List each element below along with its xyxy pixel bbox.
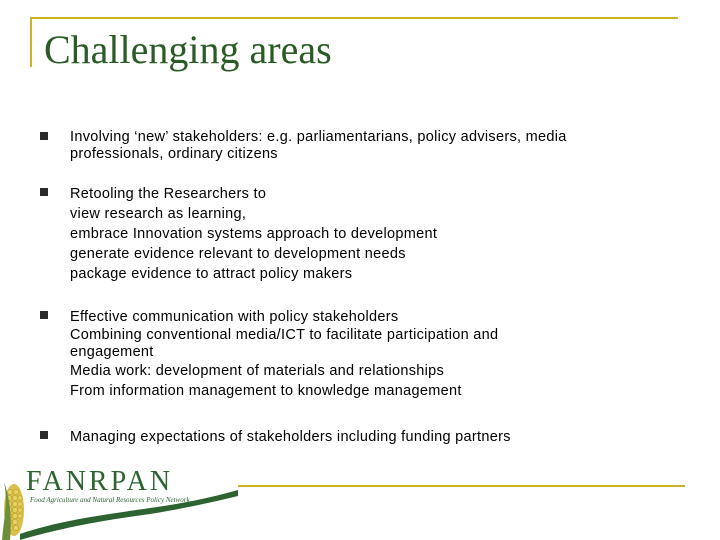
bullet-line: Combining conventional media/ICT to facilitate participation and <box>70 327 499 343</box>
logo-tagline: Food Agriculture and Natural Resources Policy Network <box>30 496 190 504</box>
bullet-line: Involving ‘new’ stakeholders: e.g. parliamentarians, policy advisers, media <box>70 129 567 145</box>
bullet-text <box>70 184 690 284</box>
bullet-text <box>70 129 690 163</box>
bullet-line: engagement <box>70 344 154 360</box>
footer-divider-line <box>238 485 685 487</box>
bullet-line: Retooling the Researchers to <box>70 186 267 202</box>
bullet-square-icon <box>40 132 48 140</box>
bullet-line: package evidence to attract policy makers <box>70 266 353 282</box>
title-frame-left-line <box>30 17 32 67</box>
maize-cob-icon <box>2 482 24 540</box>
bullet-line: generate evidence relevant to development needs <box>70 246 406 262</box>
bullet-square-icon <box>40 311 48 319</box>
bullet-line: Media work: development of materials and relationships <box>70 363 445 379</box>
bullet-line: Managing expectations of stakeholders including funding partners <box>70 429 511 445</box>
bullet-line: Effective communication with policy stakeholders <box>70 309 399 325</box>
slide-title: Challenging areas <box>44 27 332 72</box>
bullet-line: view research as learning, <box>70 206 247 222</box>
bullet-line: professionals, ordinary citizens <box>70 146 278 162</box>
bullet-text <box>70 307 690 401</box>
bullet-square-icon <box>40 188 48 196</box>
logo-name: FANRPAN <box>26 466 174 497</box>
title-frame-top-line <box>30 17 678 19</box>
bullet-square-icon <box>40 431 48 439</box>
bullet-line: embrace Innovation systems approach to development <box>70 226 438 242</box>
bullet-text <box>70 427 690 447</box>
bullet-line: From information management to knowledge management <box>70 383 462 399</box>
